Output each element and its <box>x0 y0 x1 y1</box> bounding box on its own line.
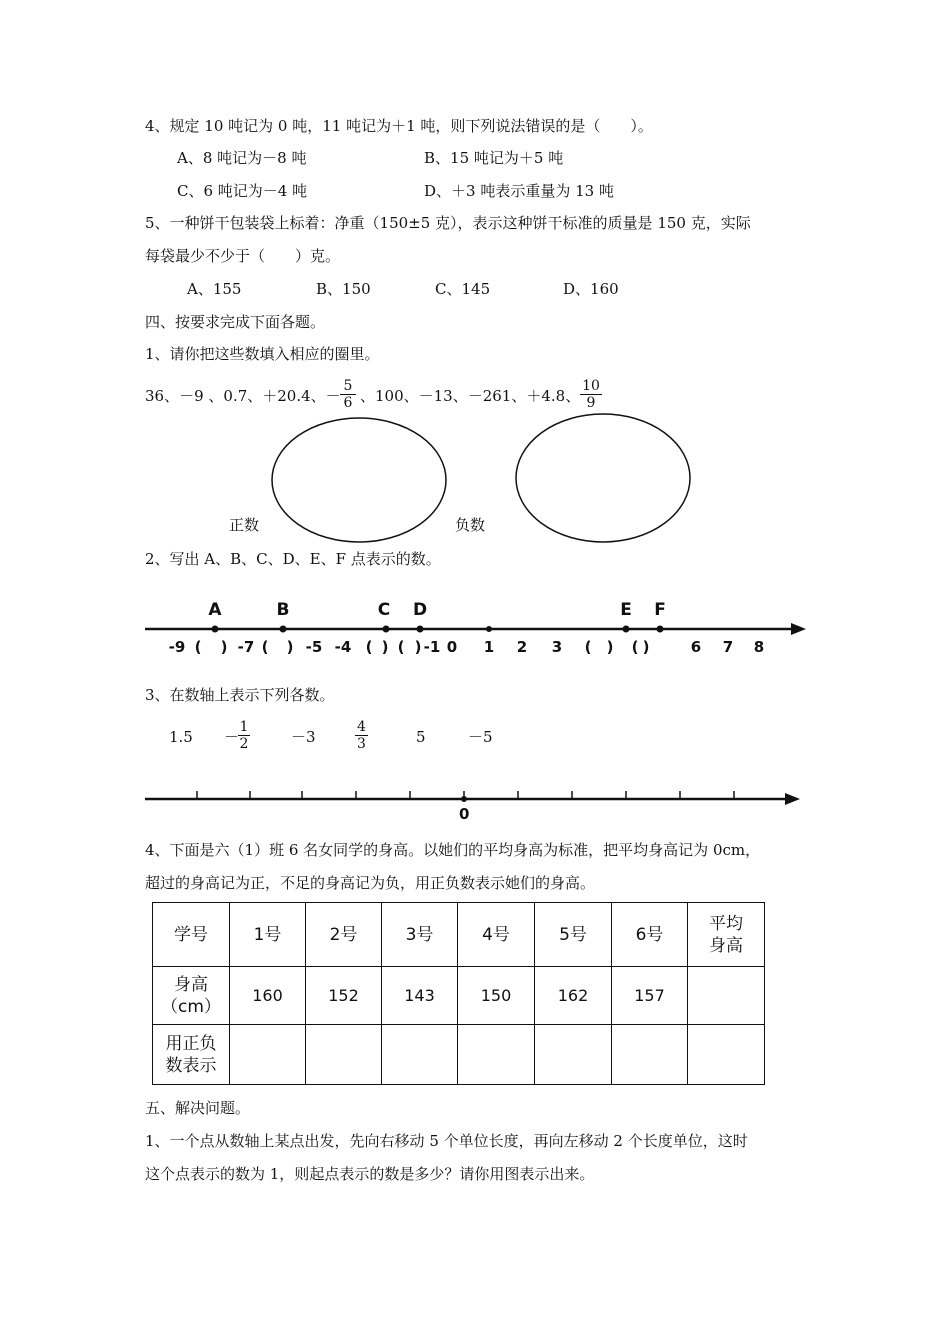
number-line-2-tick-label: 7 <box>722 638 734 656</box>
point-B-label: B <box>276 600 290 620</box>
point-C-dot <box>383 626 390 633</box>
number-line-2-tick-label: ( <box>397 638 405 656</box>
point-E-dot <box>623 626 630 633</box>
point-A-label: A <box>208 600 222 620</box>
q4-option-b: B、15 吨记为＋5 吨 <box>424 149 564 167</box>
number-line-3-zero-label: 0 <box>459 805 470 823</box>
problem4-line2: 超过的身高记为正，不足的身高记为负，用正负数表示她们的身高。 <box>145 874 596 892</box>
header-no-4: 4号 <box>458 903 535 967</box>
number-line-3-origin-dot <box>461 796 467 802</box>
point-F-label: F <box>654 600 666 620</box>
height-cell-5: 162 <box>535 967 612 1025</box>
number-line-2-tick-label: 6 <box>690 638 702 656</box>
signed-answer-cell-4[interactable] <box>458 1025 535 1085</box>
problem1-title: 1、请你把这些数填入相应的圈里。 <box>145 345 380 363</box>
height-cell-1: 160 <box>230 967 306 1025</box>
number-line-2 <box>145 623 806 635</box>
height-cell-2: 152 <box>306 967 382 1025</box>
q5-option-c: C、145 <box>435 280 491 298</box>
signed-answer-cell-2[interactable] <box>306 1025 382 1085</box>
signed-answer-cell-1[interactable] <box>230 1025 306 1085</box>
fraction-numerator: 4 <box>355 719 368 736</box>
header-no-5: 5号 <box>535 903 612 967</box>
fraction-denominator: 3 <box>357 736 366 752</box>
number-line-2-tick-label: ( <box>631 638 639 656</box>
fraction-numerator: 1 <box>239 719 249 735</box>
fraction-1-2 <box>238 719 250 752</box>
q5-stem-line1: 5、一种饼干包装袋上标着：净重（150±5 克），表示这种饼干标准的质量是 150 克，实际 <box>145 214 751 232</box>
number-line-2-tick-label: ( <box>365 638 373 656</box>
fraction-numerator: 5 <box>340 378 356 395</box>
number-line-3-arrow <box>785 793 800 805</box>
p3-number-1: 1.5 <box>169 728 193 746</box>
number-line-2-tick-label: 0 <box>446 638 458 656</box>
section4-title: 四、按要求完成下面各题。 <box>145 313 326 331</box>
header-no-3: 3号 <box>382 903 458 967</box>
problem2-title: 2、写出 A、B、C、D、E、F 点表示的数。 <box>145 550 441 568</box>
number-line-2-tick-label: ) <box>606 638 614 656</box>
number-line-2-tick-label: ( <box>584 638 592 656</box>
height-cell-3: 143 <box>382 967 458 1025</box>
number-line-2-tick-label: ( <box>261 638 269 656</box>
number-line-2-tick-label: 8 <box>753 638 765 656</box>
number-line-2-tick-label: 3 <box>551 638 563 656</box>
section5-problem1-line2: 这个点表示的数为 1，则起点表示的数是多少？请你用图表示出来。 <box>145 1165 595 1183</box>
height-cell-4: 150 <box>458 967 535 1025</box>
number-line-2-tick-label: -7 <box>237 638 255 656</box>
fraction-4-3 <box>355 719 368 752</box>
number-line-2-tick-label: -5 <box>305 638 323 656</box>
q4-option-c: C、6 吨记为－4 吨 <box>177 182 308 200</box>
section5-title: 五、解决问题。 <box>145 1099 251 1117</box>
number-line-2-arrow <box>791 623 806 635</box>
point-B-dot <box>280 626 287 633</box>
q5-option-b: B、150 <box>316 280 371 298</box>
problem4-line1: 4、下面是六（1）班 6 名女同学的身高。以她们的平均身高为标准，把平均身高记为 0cm， <box>145 841 761 859</box>
height-cell-6: 157 <box>612 967 688 1025</box>
row-label-height: 身高 （cm） <box>153 967 230 1025</box>
point-F-dot <box>657 626 664 633</box>
number-line-2-tick-label: ) <box>286 638 294 656</box>
number-line-2-tick-label: ( <box>194 638 202 656</box>
p3-number-5: 5 <box>416 728 426 746</box>
q4-stem: 4、规定 10 吨记为 0 吨，11 吨记为＋1 吨，则下列说法错误的是（ ）。 <box>145 117 653 135</box>
p3-number-2-sign: － <box>224 728 240 746</box>
number-line-2-tick-label: 1 <box>483 638 495 656</box>
point-D-dot <box>417 626 424 633</box>
height-table <box>152 902 765 1085</box>
positive-label: 正数 <box>229 516 260 534</box>
point-A-dot <box>212 626 219 633</box>
number-line-2-tick-label: -4 <box>334 638 352 656</box>
problem3-title: 3、在数轴上表示下列各数。 <box>145 686 335 704</box>
header-no-6: 6号 <box>612 903 688 967</box>
header-student-no: 学号 <box>153 903 230 967</box>
number-line-2-tick-label: 2 <box>516 638 528 656</box>
problem1-numbers-b: 、100、－13、－261、＋4.8、 <box>360 387 581 405</box>
point-D-label: D <box>412 600 428 620</box>
number-line-2-tick-label: ) <box>381 638 389 656</box>
number-line-2-tick-label: -1 <box>423 638 441 656</box>
row-label-signed: 用正负 数表示 <box>153 1025 230 1085</box>
fraction-denominator: 2 <box>239 736 249 752</box>
header-no-2: 2号 <box>306 903 382 967</box>
signed-answer-cell-3[interactable] <box>382 1025 458 1085</box>
point-C-label: C <box>377 600 391 620</box>
signed-answer-cell-average[interactable] <box>688 1025 765 1085</box>
height-cell-average[interactable] <box>688 967 765 1025</box>
header-no-1: 1号 <box>230 903 306 967</box>
q5-stem-line2: 每袋最少不少于（ ）克。 <box>145 247 341 265</box>
number-line-2-tick-label: ) <box>642 638 650 656</box>
q4-option-d: D、＋3 吨表示重量为 13 吨 <box>424 182 614 200</box>
p3-number-3: －3 <box>291 728 316 746</box>
origin-dot <box>486 626 492 632</box>
negative-label: 负数 <box>455 516 486 534</box>
signed-answer-cell-5[interactable] <box>535 1025 612 1085</box>
fraction-denominator: 9 <box>586 395 596 411</box>
fraction-denominator: 6 <box>343 395 353 411</box>
positive-numbers-oval[interactable] <box>272 418 446 542</box>
point-E-label: E <box>620 600 632 620</box>
fraction-numerator: 10 <box>580 378 602 395</box>
section5-problem1-line1: 1、一个点从数轴上某点出发，先向右移动 5 个单位长度，再向左移动 2 个长度单位，这时 <box>145 1132 748 1150</box>
number-line-2-tick-label: ) <box>220 638 228 656</box>
q5-option-a: A、155 <box>187 280 242 298</box>
number-line-3 <box>145 793 800 805</box>
negative-numbers-oval[interactable] <box>516 414 690 542</box>
number-line-2-tick-label: -9 <box>168 638 186 656</box>
q4-option-a: A、8 吨记为－8 吨 <box>177 149 307 167</box>
number-line-2-tick-label: ) <box>414 638 422 656</box>
p3-number-6: －5 <box>468 728 493 746</box>
q5-option-d: D、160 <box>563 280 619 298</box>
header-average-height: 平均 身高 <box>688 903 765 967</box>
signed-answer-cell-6[interactable] <box>612 1025 688 1085</box>
problem1-numbers-a: 36、－9 、0.7、＋20.4、－ <box>145 387 341 405</box>
